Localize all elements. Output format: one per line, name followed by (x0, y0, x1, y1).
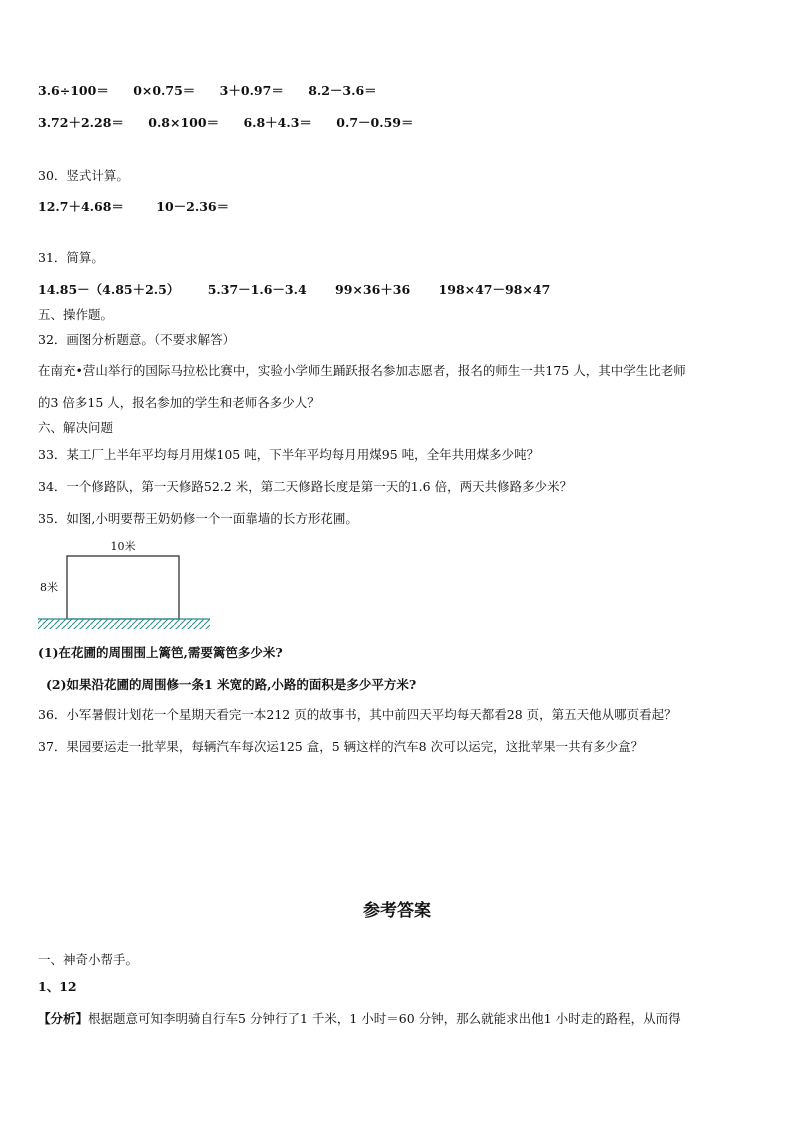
q32-line-2: 的3 倍多15 人，报名参加的学生和老师各多少人？ (38, 395, 320, 410)
q35-sub-1: (1)在花圃的周围围上篱笆,需要篱笆多少米? (38, 645, 283, 660)
width-label: 10米 (110, 540, 136, 553)
answers-title: 参考答案 (363, 901, 431, 921)
q37-text: 37．果园要运走一批苹果，每辆汽车每次运125 盒，5 辆这样的汽车8 次可以运完，这批苹果一共有多少盒？ (38, 739, 644, 754)
calc-item: 14.85－（4.85＋2.5） (38, 282, 180, 297)
calc-item: 12.7＋4.68＝ (38, 199, 124, 214)
analysis-line (38, 1011, 681, 1027)
answers-section-1: 一、神奇小帮手。 (38, 952, 139, 967)
q35-sub-2: (2)如果沿花圃的周围修一条1 米宽的路,小路的面积是多少平方米? (46, 677, 417, 692)
calc-item: 198×47－98×47 (438, 282, 551, 297)
q30-title: 30．竖式计算。 (38, 168, 129, 183)
calc-item: 3.72＋2.28＝ (38, 115, 124, 130)
q32-title: 32．画图分析题意。（不要求解答） (38, 332, 236, 347)
q31-items (38, 282, 570, 298)
calc-item: 3＋0.97＝ (219, 83, 284, 98)
calc-item: 6.8＋4.3＝ (243, 115, 312, 130)
garden-rectangle (67, 556, 179, 619)
q33-text: 33．某工厂上半年平均每月用煤105 吨，下半年平均每月用煤95 吨，全年共用煤多少吨？ (38, 447, 540, 462)
answer-1: 1、12 (38, 979, 77, 994)
calc-item: 99×36＋36 (335, 282, 411, 297)
calc-item: 8.2－3.6＝ (308, 83, 377, 98)
analysis-text: 根据题意可知李明骑自行车5 分钟行了1 千米，1 小时＝60 分钟，那么就能求出他1 小时走的路程，从而得 (88, 1011, 681, 1026)
height-label: 8米 (40, 581, 58, 594)
calc-item: 0.7－0.59＝ (336, 115, 414, 130)
calc-item: 5.37－1.6－3.4 (207, 282, 307, 297)
analysis-tag: 【分析】 (38, 1011, 89, 1026)
q32-line-1: 在南充•营山举行的国际马拉松比赛中，实验小学师生踊跃报名参加志愿者，报名的师生一共175 人，其中学生比老师 (38, 363, 686, 378)
calc-row-1 (38, 83, 397, 99)
section-5-heading: 五、操作题。 (38, 307, 114, 322)
q36-text: 36．小军暑假计划花一个星期天看完一本212 页的故事书，其中前四天平均每天都看28 页，第五天他从哪页看起？ (38, 707, 677, 722)
q34-text: 34．一个修路队，第一天修路52.2 米，第二天修路长度是第一天的1.6 倍，两天共修路多少米？ (38, 479, 573, 494)
section-6-heading: 六、解决问题 (38, 420, 114, 435)
q31-title: 31．简算。 (38, 250, 104, 265)
calc-row-2 (38, 115, 434, 131)
calc-item: 0.8×100＝ (148, 115, 220, 130)
calc-item: 10－2.36＝ (156, 199, 230, 214)
wall-hatching (38, 619, 210, 629)
calc-item: 3.6÷100＝ (38, 83, 109, 98)
q30-items (38, 199, 249, 215)
q35-title: 35．如图,小明要帮王奶奶修一个一面靠墙的长方形花圃。 (38, 511, 358, 526)
garden-figure (30, 535, 220, 635)
calc-item: 0×0.75＝ (133, 83, 196, 98)
